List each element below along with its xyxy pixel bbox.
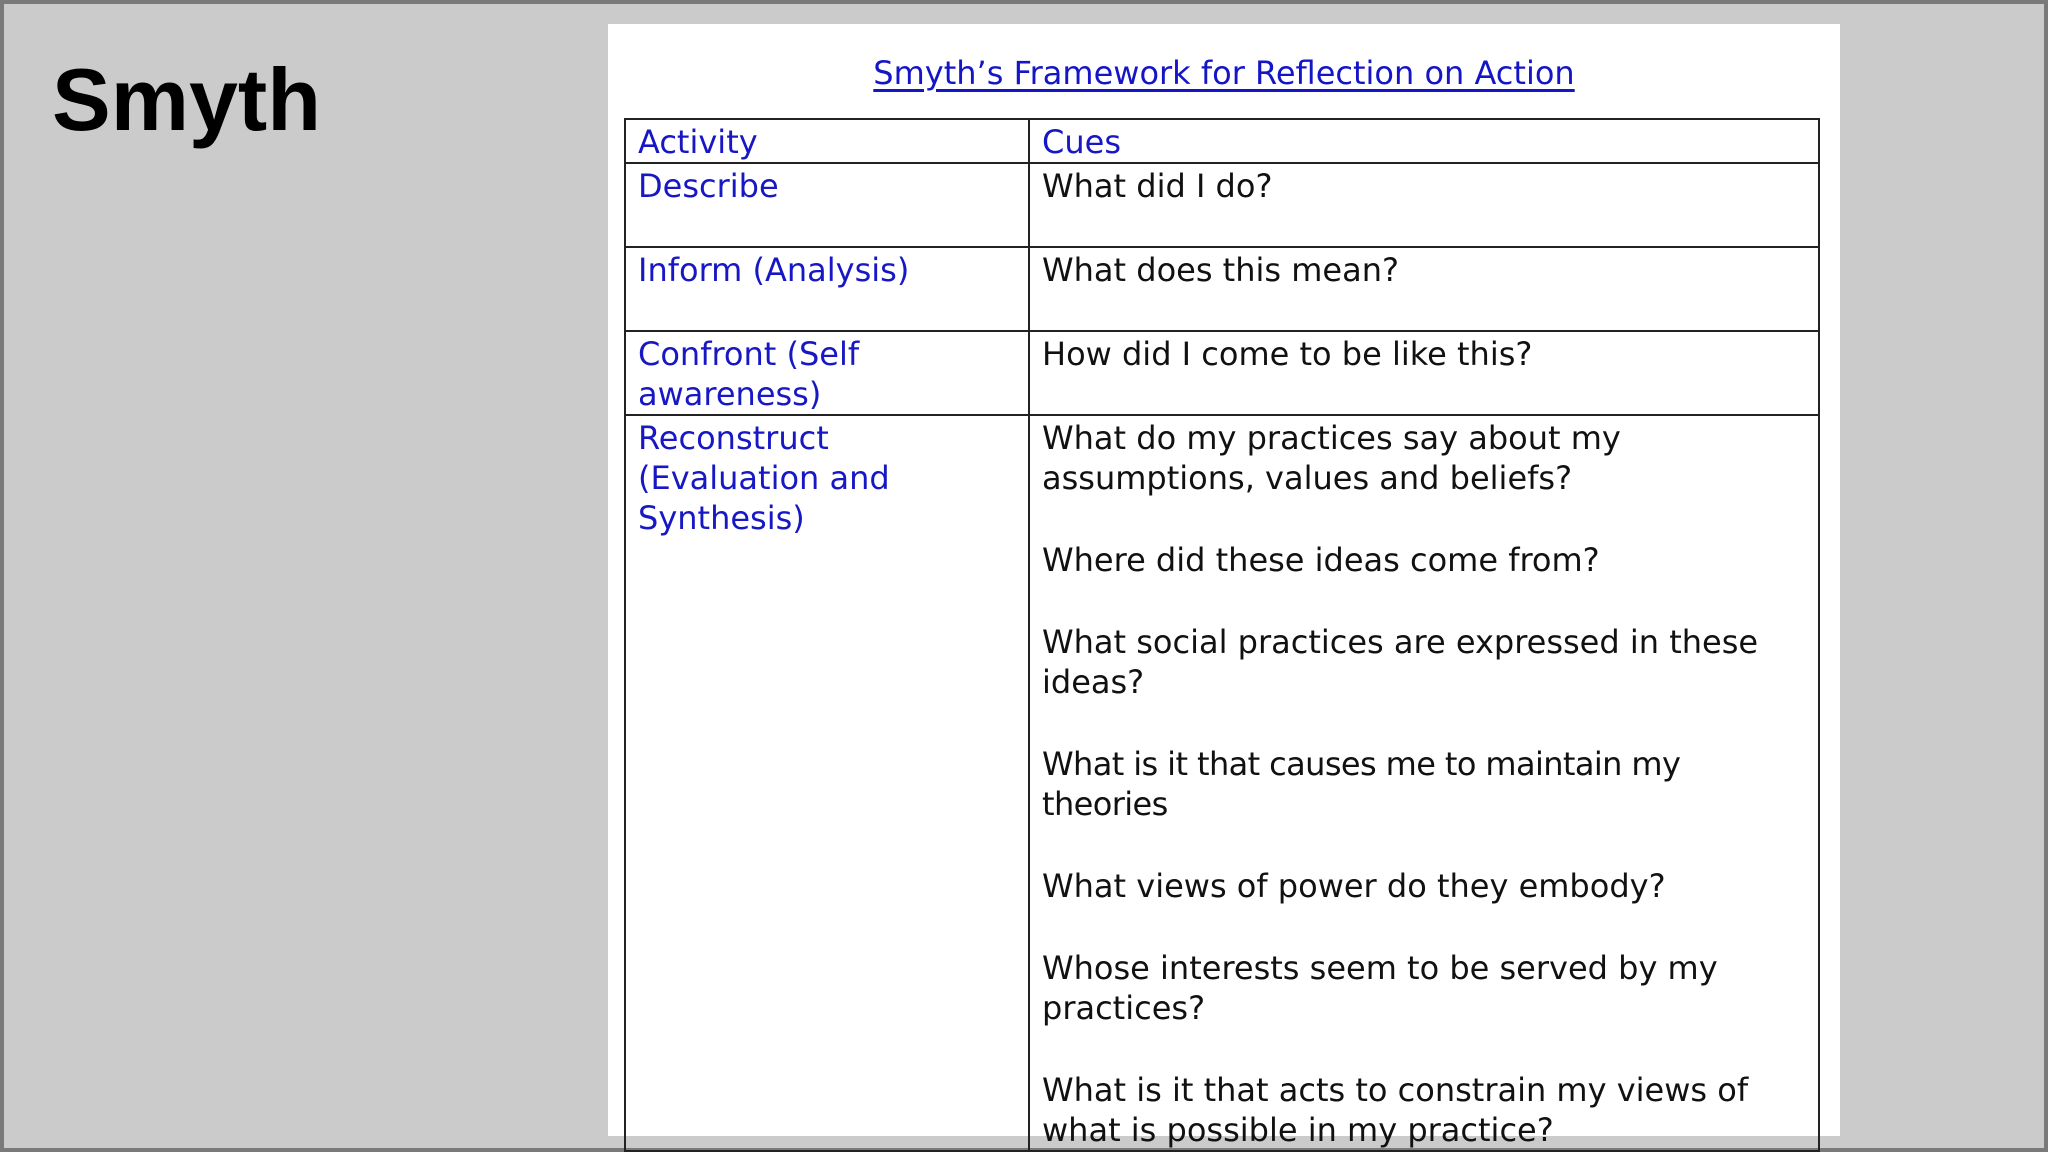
activity-cell: Confront (Self awareness) — [625, 331, 1029, 415]
cue-item: Whose interests seem to be served by my practices? — [1042, 949, 1718, 1027]
cue-item: What social practices are expressed in these ideas? — [1042, 623, 1759, 701]
header-activity: Activity — [625, 119, 1029, 163]
figure-caption: Smyth’s Framework for Reflection on Action — [873, 54, 1575, 92]
activity-cell: Describe — [625, 163, 1029, 247]
slide-title: Smyth — [52, 50, 321, 149]
cue-item: What is it that causes me to maintain my theories — [1042, 745, 1681, 823]
cue-list — [1042, 418, 1806, 1150]
table-row-describe — [625, 163, 1819, 247]
cue-cell: What did I do? — [1029, 163, 1819, 247]
framework-table — [624, 118, 1820, 1152]
cue-cell: How did I come to be like this? — [1029, 331, 1819, 415]
cue-item: What is it that acts to constrain my views of what is possible in my practice? — [1042, 1071, 1749, 1149]
activity-cell: Reconstruct (Evaluation and Synthesis) — [625, 415, 1029, 1151]
cue-item: What do my practices say about my assumptions, values and beliefs? — [1042, 419, 1621, 497]
header-cues: Cues — [1029, 119, 1819, 163]
table-row-reconstruct — [625, 415, 1819, 1151]
activity-cell: Inform (Analysis) — [625, 247, 1029, 331]
cue-item: Where did these ideas come from? — [1042, 541, 1600, 579]
table-row-inform — [625, 247, 1819, 331]
cue-cell: What does this mean? — [1029, 247, 1819, 331]
table-header-row — [625, 119, 1819, 163]
table-row-confront — [625, 331, 1819, 415]
cue-cell — [1029, 415, 1819, 1151]
cue-item: What views of power do they embody? — [1042, 867, 1666, 905]
framework-figure — [608, 24, 1840, 1149]
